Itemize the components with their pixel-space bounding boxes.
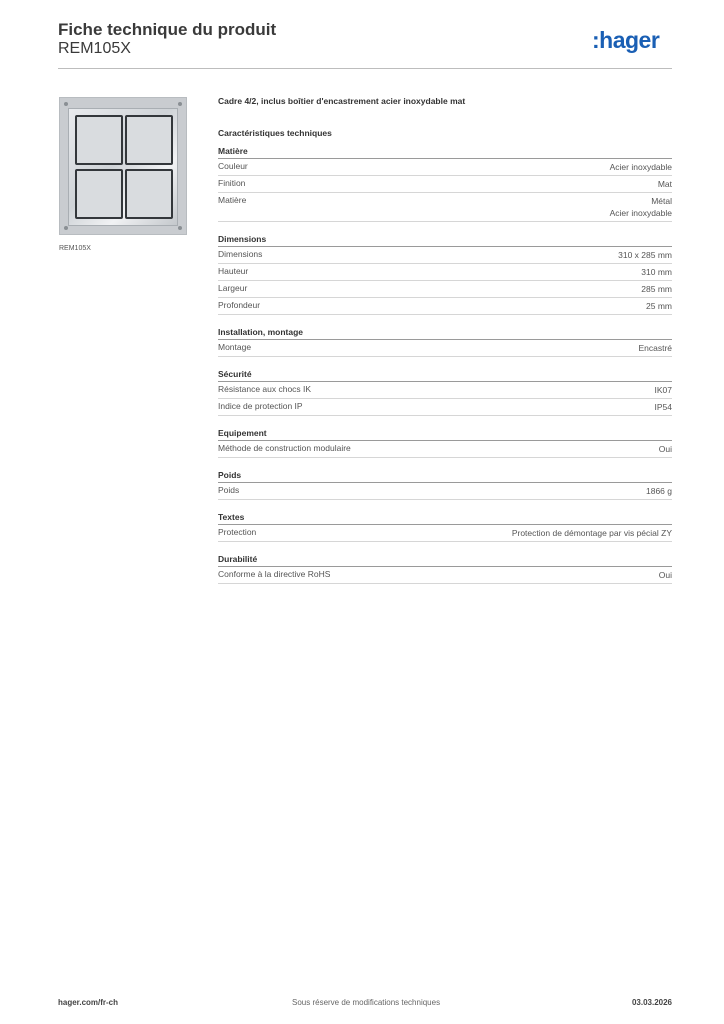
spec-value-line: Acier inoxydable: [609, 208, 672, 218]
logo-text: hager: [599, 27, 660, 53]
spec-row: [218, 441, 672, 458]
spec-value: [618, 249, 672, 261]
spec-group: [218, 327, 672, 357]
spec-group: [218, 369, 672, 416]
spec-value-line: IK07: [654, 385, 672, 395]
spec-group-title: Dimensions: [218, 234, 267, 244]
spec-value-line: 285 mm: [641, 284, 672, 294]
screw-icon: [178, 226, 182, 230]
spec-group: [218, 146, 672, 222]
product-image: [59, 97, 187, 235]
spec-value: [638, 342, 672, 354]
spec-label: Indice de protection IP: [218, 401, 303, 411]
footer-website[interactable]: hager.com/fr-ch: [58, 998, 119, 1007]
spec-value: [655, 401, 673, 413]
spec-group-title: Textes: [218, 512, 245, 522]
spec-row: [218, 176, 672, 193]
spec-value: [610, 195, 672, 219]
spec-row: [218, 298, 672, 315]
header-divider: [58, 68, 672, 69]
spec-value-line: Oui: [658, 570, 672, 580]
spec-label: Poids: [218, 485, 240, 495]
spec-group: [218, 428, 672, 458]
spec-row: [218, 264, 672, 281]
spec-group-title: Sécurité: [218, 369, 252, 379]
footer-date: 03.03.2026: [631, 998, 672, 1007]
spec-value: [641, 266, 672, 278]
spec-group: [218, 470, 672, 500]
spec-value: [658, 178, 672, 190]
spec-row: [218, 483, 672, 500]
logo-colon-icon: :: [592, 27, 600, 53]
spec-row: [218, 340, 672, 357]
spec-label: Hauteur: [218, 266, 249, 276]
module-slot: [125, 169, 173, 219]
spec-label: Protection: [218, 527, 257, 537]
footer-disclaimer: Sous réserve de modifications techniques: [292, 998, 441, 1007]
spec-group: [218, 512, 672, 542]
spec-value: [610, 161, 672, 173]
spec-value-line: Oui: [658, 444, 672, 454]
module-slot: [125, 115, 173, 165]
spec-label: Couleur: [218, 161, 248, 171]
spec-group-title: Installation, montage: [218, 327, 304, 337]
spec-row: [218, 281, 672, 298]
spec-group-title: Equipement: [218, 428, 267, 438]
spec-value: [659, 569, 672, 581]
spec-value-line: Métal: [651, 196, 672, 206]
page-title: Fiche technique du produit: [58, 20, 277, 39]
spec-value-line: 1866 g: [646, 486, 672, 496]
spec-label: Profondeur: [218, 300, 261, 310]
spec-value-line: 310 mm: [641, 267, 672, 277]
spec-row: [218, 193, 672, 222]
product-reference: REM105X: [58, 40, 131, 57]
spec-row: [218, 567, 672, 584]
spec-content: [218, 96, 672, 584]
spec-group-title: Matière: [218, 146, 248, 156]
screw-icon: [64, 226, 68, 230]
spec-label: Montage: [218, 342, 252, 352]
product-description: Cadre 4/2, inclus boîtier d'encastrement acier inoxydable mat: [218, 96, 466, 106]
spec-group: [218, 554, 672, 584]
module-slot: [75, 169, 123, 219]
frame-plate: [68, 108, 178, 226]
spec-value-line: Encastré: [638, 343, 672, 353]
spec-label: Dimensions: [218, 249, 263, 259]
screw-icon: [64, 102, 68, 106]
spec-label: Largeur: [218, 283, 248, 293]
spec-row: [218, 382, 672, 399]
spec-row: [218, 159, 672, 176]
spec-group: [218, 234, 672, 315]
spec-group-title: Poids: [218, 470, 242, 480]
hager-logo: [592, 27, 659, 54]
spec-value: [646, 300, 672, 312]
spec-label: Finition: [218, 178, 246, 188]
spec-label: Conforme à la directive RoHS: [218, 569, 331, 579]
spec-label: Matière: [218, 195, 247, 205]
module-slot: [75, 115, 123, 165]
spec-label: Méthode de construction modulaire: [218, 443, 351, 453]
screw-icon: [178, 102, 182, 106]
spec-value: [641, 283, 672, 295]
section-title: Caractéristiques techniques: [218, 128, 332, 138]
spec-groups: [218, 146, 672, 584]
spec-value-line: 25 mm: [646, 301, 672, 311]
image-caption: REM105X: [59, 245, 91, 252]
spec-value-line: Mat: [657, 179, 672, 189]
spec-value-line: Acier inoxydable: [609, 162, 672, 172]
spec-value: [659, 443, 672, 455]
spec-value-line: 310 x 285 mm: [618, 250, 672, 260]
spec-row: [218, 247, 672, 264]
spec-row: [218, 399, 672, 416]
spec-value: [512, 527, 672, 539]
spec-row: [218, 525, 672, 542]
spec-value: [655, 384, 673, 396]
spec-value-line: IP54: [654, 402, 672, 412]
spec-value: [646, 485, 672, 497]
spec-label: Résistance aux chocs IK: [218, 384, 312, 394]
spec-value-line: Protection de démontage par vis pécial ZY: [511, 528, 672, 538]
spec-group-title: Durabilité: [218, 554, 258, 564]
